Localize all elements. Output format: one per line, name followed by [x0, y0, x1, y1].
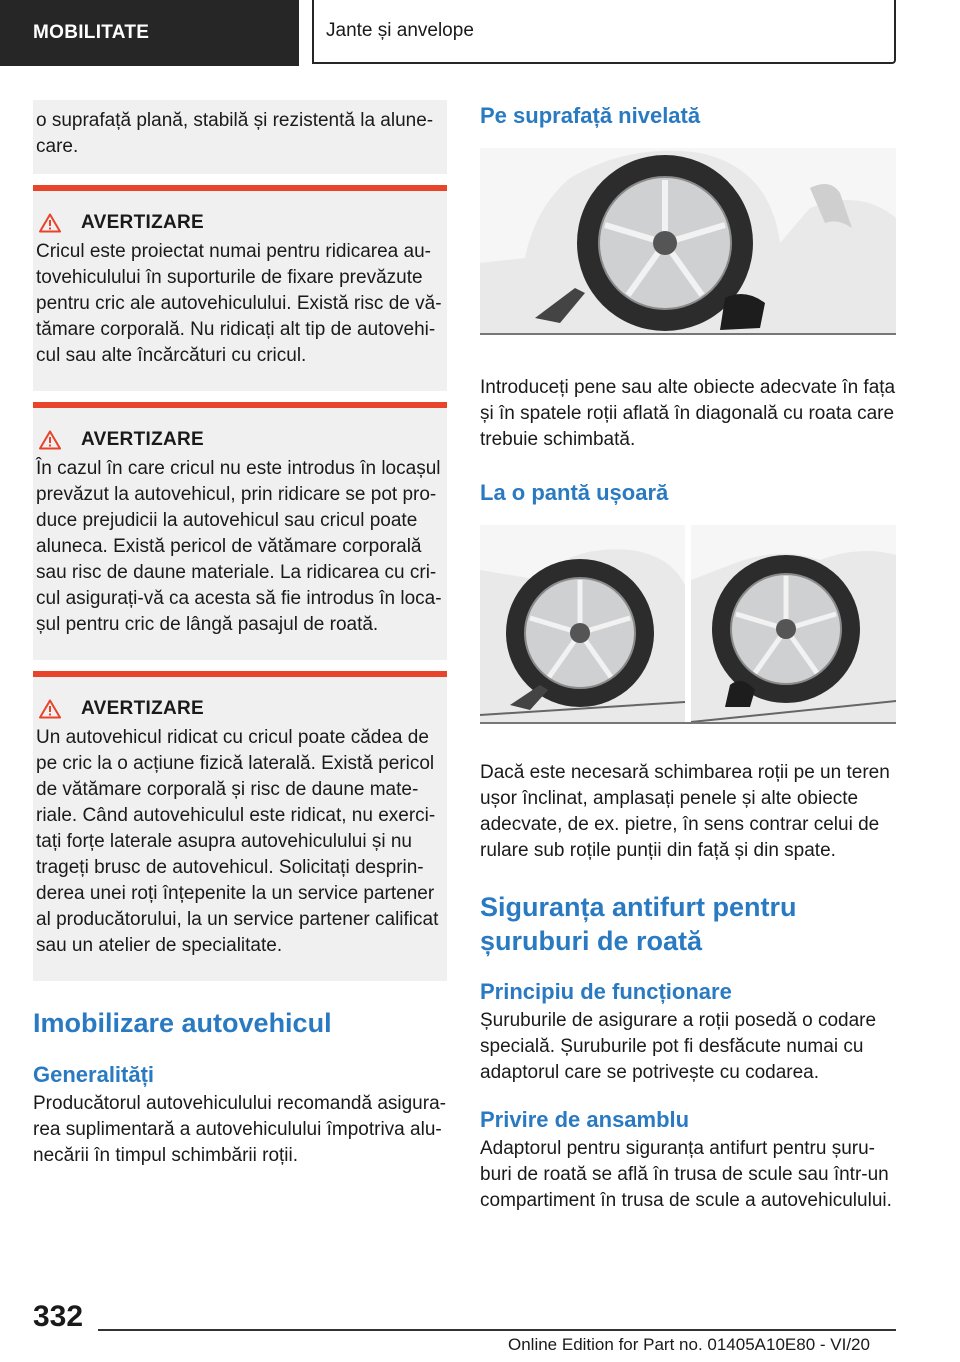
- edition-text: Online Edition for Part no. 01405A10E80 - VI/20: [508, 1335, 870, 1354]
- slope-photo: [480, 525, 896, 724]
- subsection-title: Generalități: [33, 1062, 155, 1087]
- warning-triangle-icon: [39, 699, 61, 719]
- overview-title: Privire de ansamblu: [480, 1107, 690, 1132]
- warning-text: În cazul în care cricul nu este introdus în locașul prevăzut la autovehicul, prin ridicare se pot pro-duce prejudicii la autovehicul sau cricul poate aluneca. Există pericol de vătămare corporală sau risc de daune materiale. La ridicarea cu cri-cul asigurați-vă ca acesta să fie introdus în loca-șul pentru cric de lângă pasajul de roată.: [36, 458, 442, 635]
- footer-divider: [98, 1329, 896, 1331]
- intro-box: [33, 100, 447, 174]
- flat-surface-text: Introduceți pene sau alte obiecte adecvate în fața și în spatele roții aflată în diagonală cu roata care trebuie schimbată.: [480, 377, 896, 450]
- warning-triangle-icon: [39, 430, 61, 450]
- subsection-text: Producătorul autovehiculului recomandă asigura-rea suplimentară a autovehiculului împotriva alu-necării în timpul schimbării roții.: [33, 1093, 446, 1166]
- slope-text: Dacă este necesară schimbarea roții pe un teren ușor înclinat, amplasați penele și alte obiecte adecvate, de ex. pietre, în sens contrar celui de rulare sub roțile punții din față și din spate.: [480, 762, 890, 861]
- page-header: [0, 0, 960, 66]
- warning-box-2: [33, 402, 447, 660]
- warning-text: Cricul este proiectat numai pentru ridicarea au-tovehiculului în suporturile de fixare prevăzute pentru cric ale autovehiculului. Există risc de vă-tămare corporală. Nu ridicați alt tip de autovehi-cul sau alte încărcături cu cricul.: [36, 241, 442, 366]
- warning-text: Un autovehicul ridicat cu cricul poate cădea de pe cric la o acțiune fizică laterală. Există pericol de vătămare corporală și risc de daune mate-riale. Când autovehiculul este ridicat, nu exerci-tați forțe laterale asupra autovehiculului și nu trageți brusc de autovehicul. Solicitați desprin-derea unei roți înțepenite la un service partener al producătorului, la un service partener calificat sau un atelier de specialitate.: [36, 727, 439, 956]
- wheel-lock-title: Siguranța antifurt pentru șuruburi de roată: [480, 892, 797, 956]
- warning-title: AVERTIZARE: [81, 429, 204, 450]
- wheel-illustration: [480, 148, 896, 333]
- flat-surface-title: Pe suprafață nivelată: [480, 103, 701, 128]
- section-tab: MOBILITATE: [0, 0, 299, 66]
- section-title: Imobilizare autovehicul: [33, 1008, 332, 1038]
- overview-text: Adaptorul pentru siguranța antifurt pentru șuru-buri de roată se află în trusa de scule sau într-un compartiment în trusa de scule a autovehiculului.: [480, 1138, 892, 1211]
- warning-title: AVERTIZARE: [81, 212, 204, 233]
- principle-text: Șuruburile de asigurare a roții posedă o codare specială. Șuruburile pot fi desfăcute numai cu adaptorul care se potrivește cu codarea.: [480, 1010, 877, 1083]
- warning-triangle-icon: [39, 213, 61, 233]
- page-number: 332: [33, 1300, 84, 1333]
- flat-surface-photo: [480, 148, 896, 335]
- warning-box-1: [33, 185, 447, 391]
- left-column: [33, 100, 447, 1169]
- right-column: [480, 100, 896, 1214]
- slope-wheels-illustration: [480, 525, 896, 722]
- slope-title: La o pantă ușoară: [480, 480, 669, 505]
- principle-title: Principiu de funcționare: [480, 979, 732, 1004]
- warning-title: AVERTIZARE: [81, 698, 204, 719]
- warning-box-3: [33, 671, 447, 981]
- chapter-title: Jante și anvelope: [312, 0, 896, 64]
- intro-text: o suprafață plană, stabilă și rezistentă la alune-care.: [36, 110, 434, 157]
